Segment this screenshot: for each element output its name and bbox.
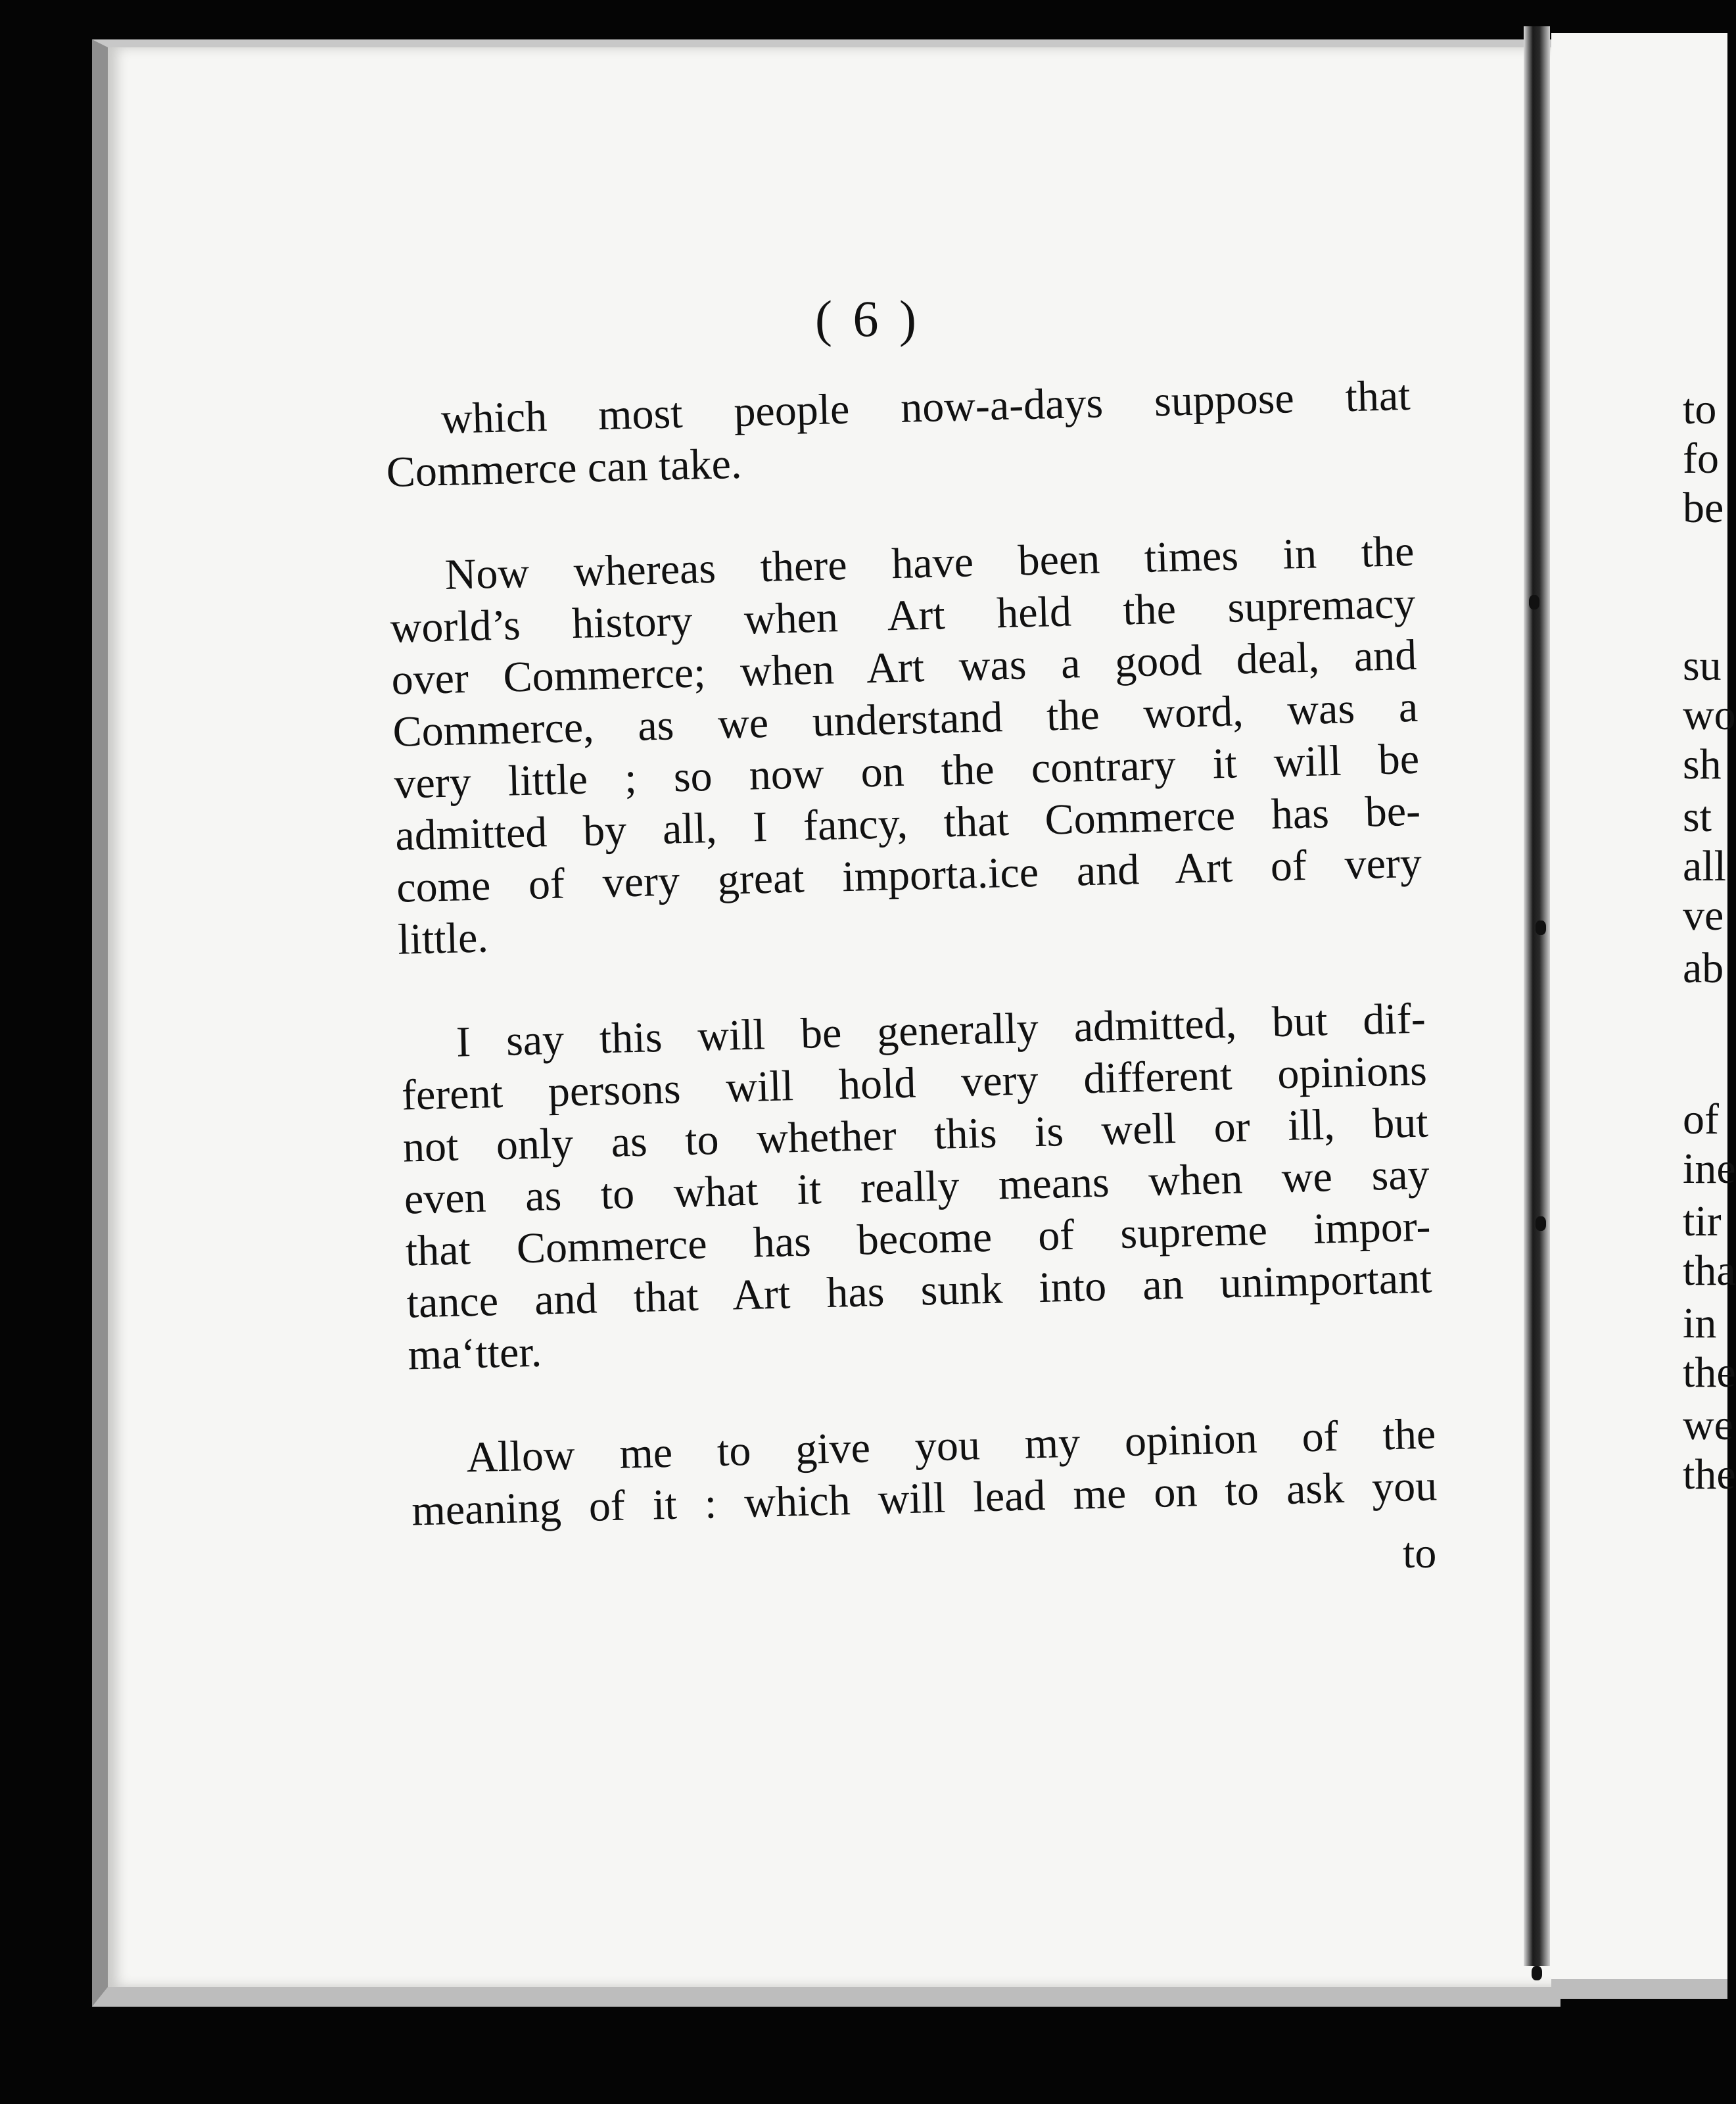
text-line: not only as to whether this is well or ill, but — [402, 1098, 1429, 1172]
facing-page-fragment: sh — [1683, 740, 1722, 788]
catchword: to — [1403, 1529, 1437, 1577]
facing-page-fragment: tha — [1683, 1247, 1736, 1295]
book-gutter — [1524, 26, 1550, 1966]
text-line: which most people now-a-days suppose that — [440, 371, 1411, 443]
text-line: world’s history when Art held the supremacy — [389, 579, 1417, 652]
text-line: that Commerce has become of supreme impor- — [404, 1202, 1432, 1276]
text-line: over Commerce; when Art was a good deal, and — [390, 631, 1418, 704]
text-line: admitted by all, I fancy, that Commerce has be- — [394, 786, 1421, 860]
facing-page-fragment: the — [1683, 1349, 1736, 1397]
text-line: ma‘tter. — [407, 1327, 542, 1379]
facing-page-fragment: to — [1683, 385, 1717, 433]
binding-mark — [1536, 920, 1546, 935]
binding-mark — [1529, 595, 1539, 610]
binding-mark — [1536, 1216, 1546, 1231]
text-line: Commerce can take. — [386, 439, 743, 496]
text-line: I say this will be generally admitted, but dif- — [456, 994, 1426, 1066]
facing-page-fragment: of — [1683, 1095, 1719, 1143]
text-line: even as to what it really means when we say — [404, 1150, 1430, 1224]
text-line: Commerce, as we understand the word, was a — [392, 682, 1419, 756]
facing-page-fragment: all — [1683, 842, 1726, 890]
right-page-edge — [1551, 33, 1727, 1999]
text-line: ferent persons will hold very different opinions — [401, 1046, 1428, 1120]
facing-page-fragment: ine — [1683, 1145, 1736, 1193]
text-line: come of very great importa.ice and Art of very — [396, 838, 1422, 912]
text-line: meaning of it : which will lead me on to ask you — [411, 1462, 1438, 1535]
facing-page-fragment: ve — [1683, 892, 1724, 940]
facing-page-fragment: st — [1683, 793, 1712, 841]
facing-page-fragment: ab — [1683, 944, 1724, 992]
facing-page-fragment: fo — [1683, 435, 1719, 483]
page-number: ( 6 ) — [815, 290, 920, 347]
facing-page-fragment: be — [1683, 484, 1724, 532]
paragraph-3 — [400, 993, 1434, 1381]
text-line: tance and that Art has sunk into an unimportant — [406, 1254, 1433, 1327]
facing-page-fragment: in — [1683, 1299, 1717, 1347]
binding-mark — [1532, 1966, 1542, 1980]
facing-page-fragment: tir — [1683, 1197, 1722, 1245]
text-line: little. — [397, 913, 489, 964]
facing-page-fragment: wo — [1683, 691, 1736, 739]
paragraph-2 — [388, 525, 1424, 966]
facing-page-fragment: su — [1683, 642, 1722, 690]
text-line: very little ; so now on the contrary it will be — [393, 734, 1420, 808]
text-line: Allow me to give you my opinion of the — [465, 1410, 1436, 1482]
facing-page-fragment: the — [1683, 1450, 1736, 1498]
facing-page-fragment: we — [1683, 1401, 1733, 1449]
body-text — [385, 370, 1438, 1537]
text-line: Now whereas there have been times in the — [444, 527, 1415, 599]
